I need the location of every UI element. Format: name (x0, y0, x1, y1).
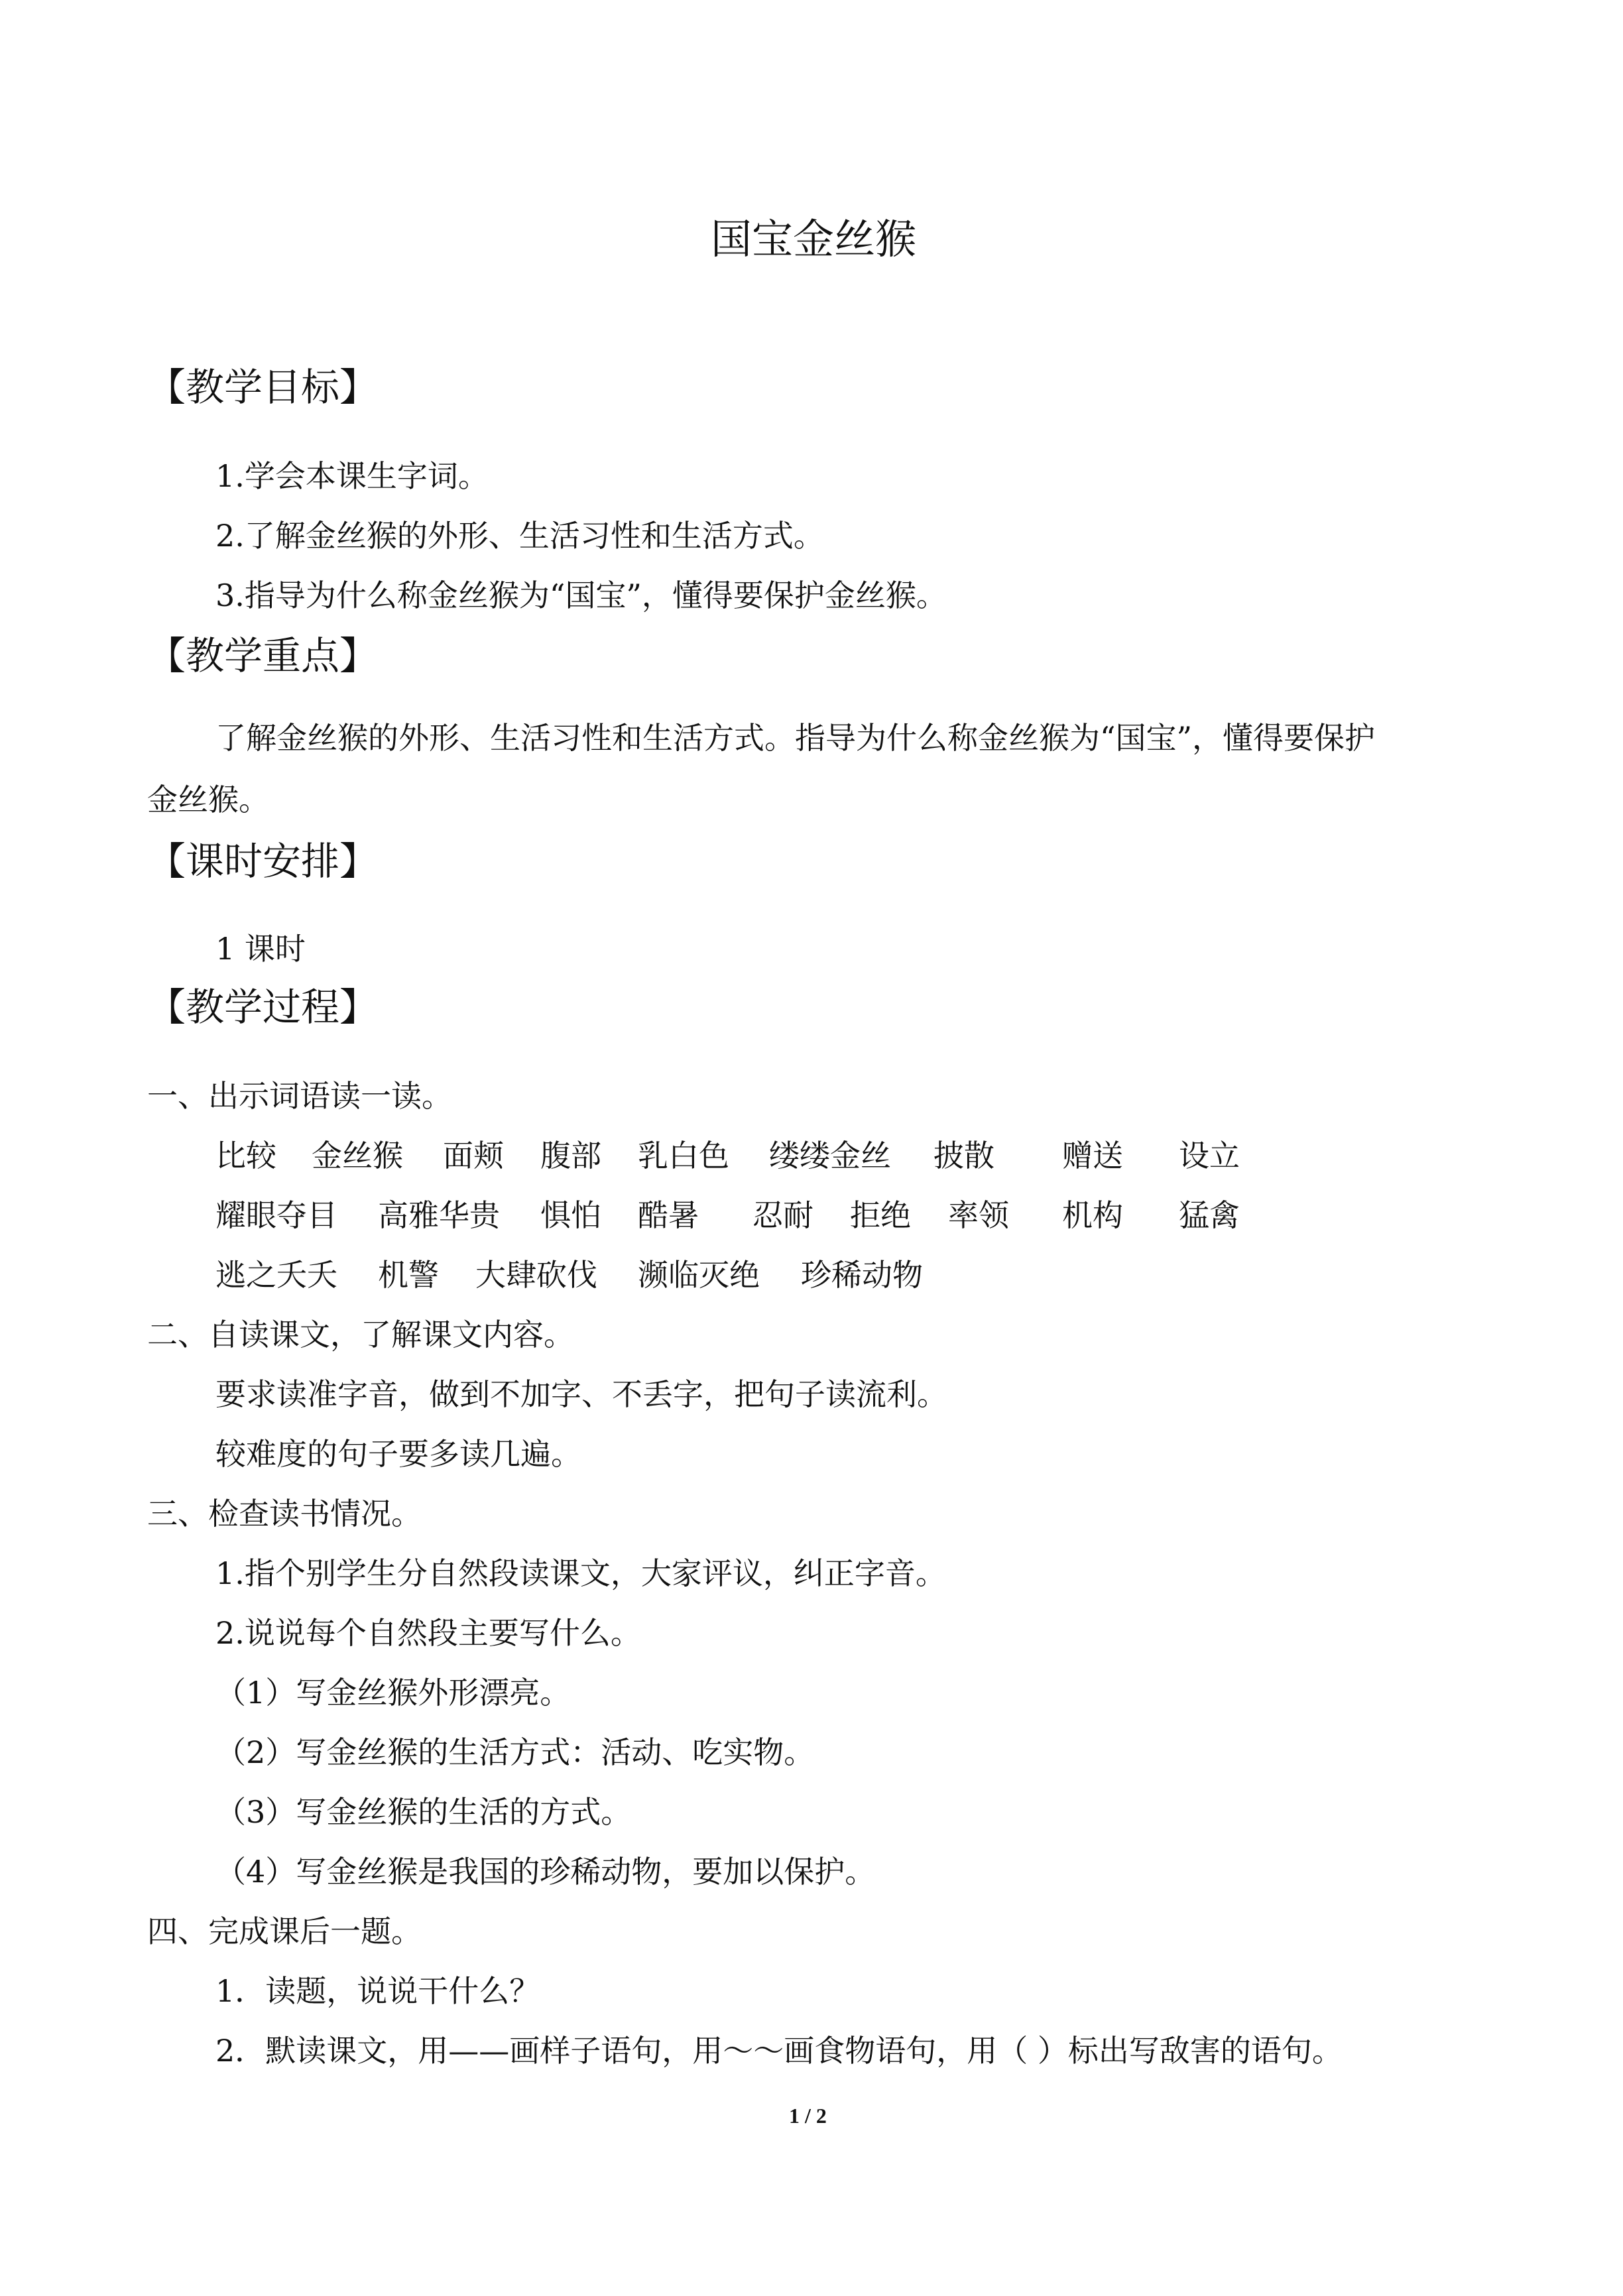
step-line: 1．读题，说说干什么？ (215, 1973, 540, 2009)
section-heading-process: 【教学过程】 (147, 985, 379, 1030)
vocab-word: 机警 (378, 1257, 439, 1293)
vocab-word: 拒绝 (850, 1197, 911, 1233)
vocab-word: 酷暑 (638, 1197, 699, 1233)
schedule-text: 1 课时 (215, 931, 306, 967)
vocab-word: 高雅华贵 (378, 1197, 500, 1233)
page-number: 1 / 2 (789, 2104, 827, 2128)
section-heading-schedule: 【课时安排】 (147, 839, 379, 884)
vocab-word: 金丝猴 (312, 1138, 403, 1174)
vocab-word: 机构 (1062, 1197, 1123, 1233)
vocab-word: 猛禽 (1179, 1197, 1240, 1233)
page-title: 国宝金丝猴 (711, 215, 917, 263)
objective-item: 3.指导为什么称金丝猴为“国宝”，懂得要保护金丝猴。 (215, 577, 947, 613)
step-line: （3）写金丝猴的生活的方式。 (215, 1794, 632, 1830)
step-title: 一、出示词语读一读。 (147, 1078, 452, 1114)
vocab-word: 披散 (933, 1138, 994, 1174)
section-heading-key-points: 【教学重点】 (147, 633, 379, 678)
vocab-word: 耀眼夺目 (215, 1197, 337, 1233)
vocab-word: 珍稀动物 (801, 1257, 923, 1293)
step-line: 较难度的句子要多读几遍。 (215, 1436, 581, 1472)
vocab-word: 逃之夭夭 (215, 1257, 337, 1293)
vocab-word: 率领 (948, 1197, 1009, 1233)
step-line: 2．默读课文，用——画样子语句，用～～画食物语句，用（ ）标出写敌害的语句。 (215, 2033, 1343, 2069)
objective-item: 1.学会本课生字词。 (215, 458, 489, 494)
vocab-word: 缕缕金丝 (769, 1138, 891, 1174)
key-points-text: 金丝猴。 (147, 782, 269, 817)
step-title: 三、检查读书情况。 (147, 1496, 422, 1532)
vocab-word: 惧怕 (540, 1197, 601, 1233)
step-line: 要求读准字音，做到不加字、不丢字，把句子读流利。 (215, 1376, 947, 1412)
step-title: 四、完成课后一题。 (147, 1913, 422, 1949)
vocab-word: 忍耐 (752, 1197, 813, 1233)
vocab-word: 大肆砍伐 (475, 1257, 597, 1293)
section-heading-objectives: 【教学目标】 (147, 365, 379, 410)
step-line: 2.说说每个自然段主要写什么。 (215, 1615, 641, 1651)
step-line: （1）写金丝猴外形漂亮。 (215, 1675, 571, 1711)
vocab-word: 濒临灭绝 (638, 1257, 760, 1293)
vocab-word: 乳白色 (638, 1138, 729, 1174)
step-line: 1.指个别学生分自然段读课文，大家评议，纠正字音。 (215, 1555, 946, 1591)
step-line: （4）写金丝猴是我国的珍稀动物，要加以保护。 (215, 1854, 876, 1890)
vocab-word: 设立 (1179, 1138, 1240, 1174)
key-points-text: 了解金丝猴的外形、生活习性和生活方式。指导为什么称金丝猴为“国宝”，懂得要保护 (215, 720, 1376, 756)
vocab-word: 比较 (215, 1138, 276, 1174)
vocab-word: 面颊 (443, 1138, 504, 1174)
step-title: 二、自读课文，了解课文内容。 (147, 1317, 574, 1353)
vocab-word: 赠送 (1062, 1138, 1123, 1174)
objective-item: 2.了解金丝猴的外形、生活习性和生活方式。 (215, 518, 824, 554)
vocab-word: 腹部 (540, 1138, 601, 1174)
step-line: （2）写金丝猴的生活方式：活动、吃实物。 (215, 1734, 815, 1770)
